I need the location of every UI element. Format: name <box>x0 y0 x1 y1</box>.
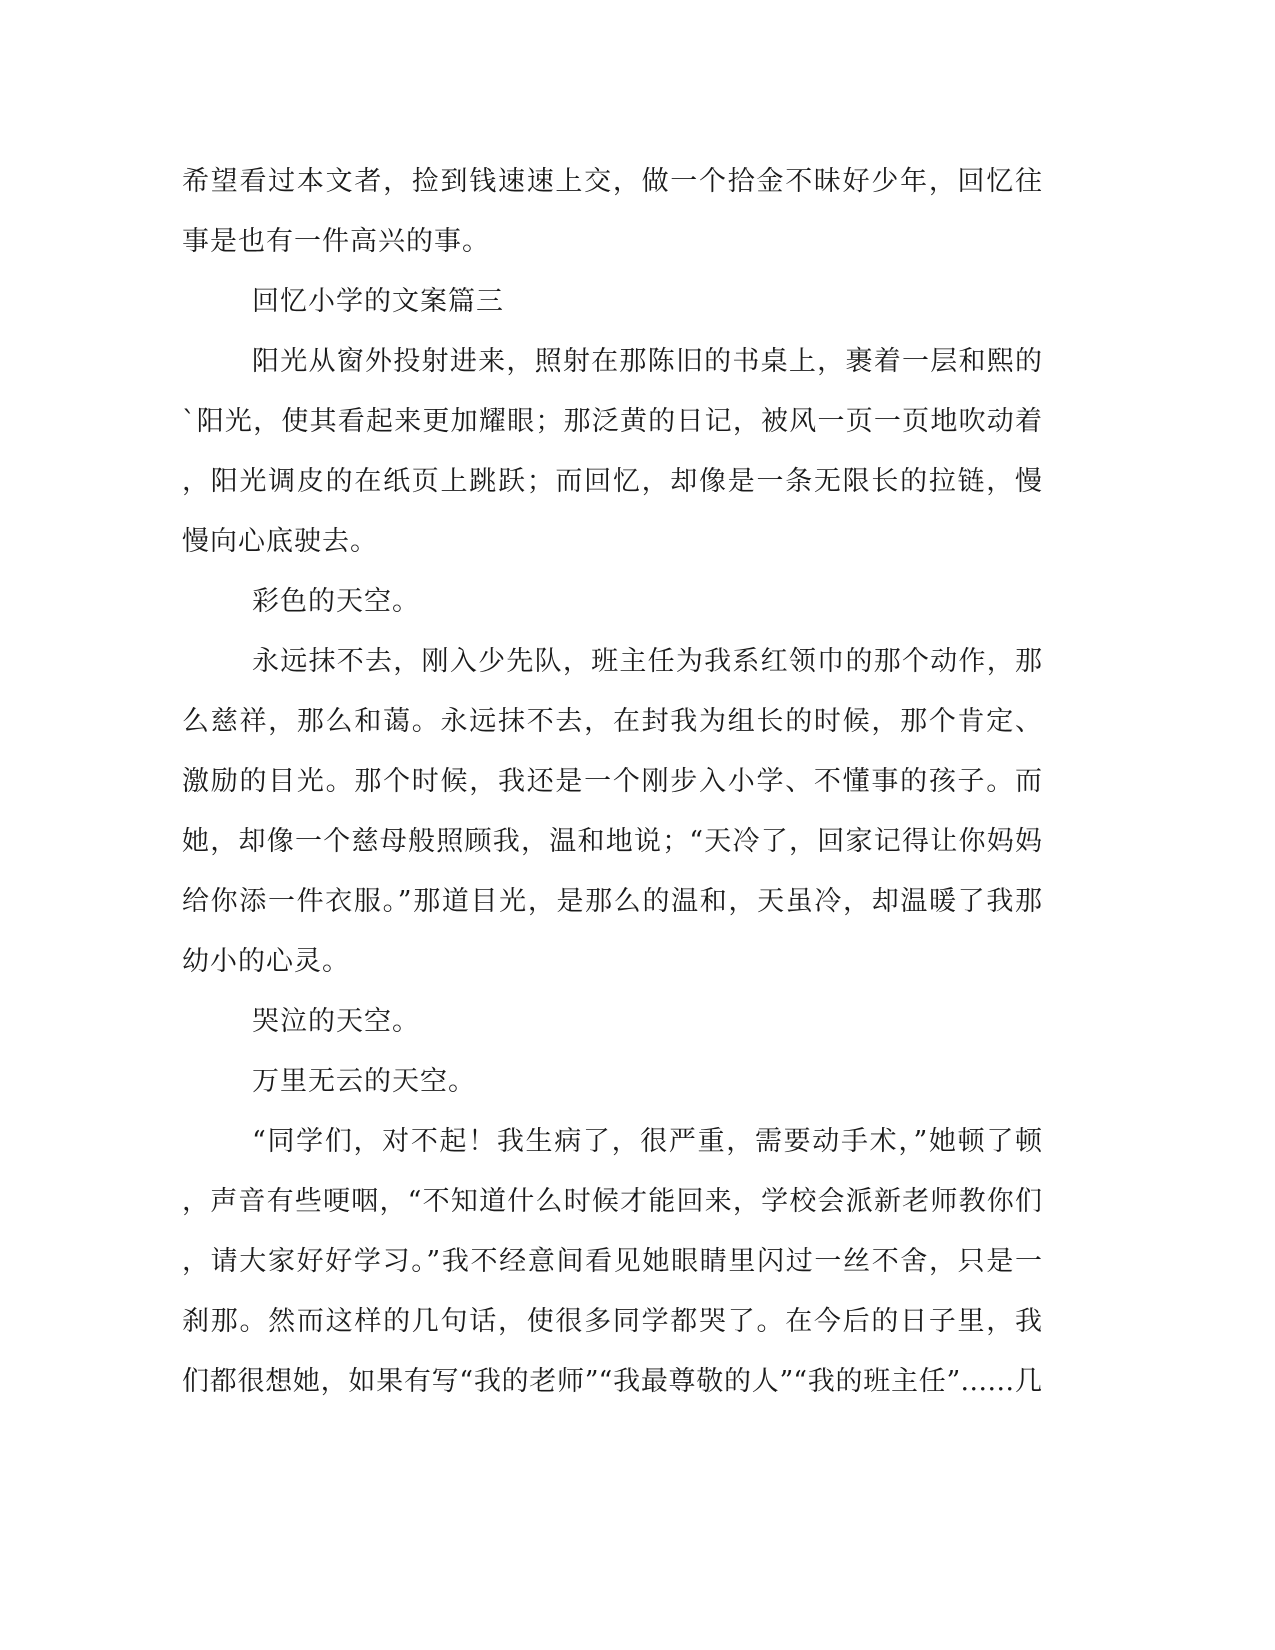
paragraph-line: 激励的目光。那个时候，我还是一个刚步入小学、不懂事的孩子。而 <box>182 766 1042 797</box>
paragraph-line: 彩色的天空。 <box>252 586 420 617</box>
section-heading: 回忆小学的文案篇三 <box>252 286 504 317</box>
paragraph-line: 们都很想她，如果有写“我的老师”“我最尊敬的人”“我的班主任”……几 <box>182 1366 1042 1397</box>
paragraph-line: 永远抹不去，刚入少先队，班主任为我系红领巾的那个动作，那 <box>252 646 1042 677</box>
paragraph-line: 么慈祥，那么和蔼。永远抹不去，在封我为组长的时候，那个肯定、 <box>182 706 1042 737</box>
paragraph-line: ，阳光调皮的在纸页上跳跃；而回忆，却像是一条无限长的拉链，慢 <box>182 466 1042 497</box>
paragraph-line: 幼小的心灵。 <box>182 946 350 977</box>
paragraph-line: 阳光从窗外投射进来，照射在那陈旧的书桌上，裹着一层和熙的 <box>252 346 1042 377</box>
paragraph-line: 哭泣的天空。 <box>252 1006 420 1037</box>
paragraph-line: ，声音有些哽咽，“不知道什么时候才能回来，学校会派新老师教你们 <box>182 1186 1042 1217</box>
document-body <box>182 152 1042 1412</box>
paragraph-line: 给你添一件衣服。”那道目光，是那么的温和，天虽冷，却温暖了我那 <box>182 886 1042 917</box>
paragraph-line: ，请大家好好学习。”我不经意间看见她眼睛里闪过一丝不舍，只是一 <box>182 1246 1042 1277</box>
paragraph-line: `阳光，使其看起来更加耀眼；那泛黄的日记，被风一页一页地吹动着 <box>182 406 1042 437</box>
paragraph-line: 万里无云的天空。 <box>252 1066 476 1097</box>
paragraph-line: 她，却像一个慈母般照顾我，温和地说；“天冷了，回家记得让你妈妈 <box>182 826 1042 857</box>
paragraph-line: 事是也有一件高兴的事。 <box>182 226 490 257</box>
paragraph-line: 刹那。然而这样的几句话，使很多同学都哭了。在今后的日子里，我 <box>182 1306 1042 1337</box>
paragraph-line: “同学们，对不起！我生病了，很严重，需要动手术，”她顿了顿 <box>252 1126 1042 1157</box>
paragraph-line: 慢向心底驶去。 <box>182 526 378 557</box>
paragraph-line: 希望看过本文者，捡到钱速速上交，做一个拾金不昧好少年，回忆往 <box>182 166 1042 197</box>
